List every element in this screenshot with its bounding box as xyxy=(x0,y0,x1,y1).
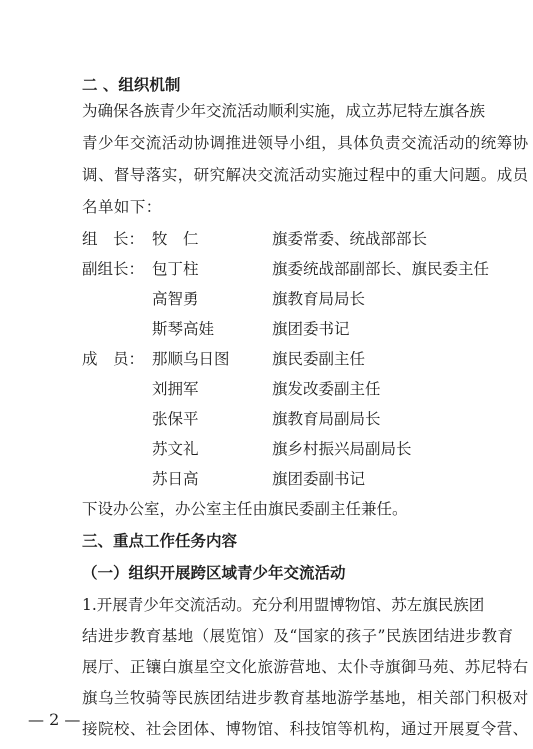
section-heading-tasks xyxy=(0,528,533,554)
member-post: 旗团委副书记 xyxy=(272,470,366,488)
paragraph-text: 结进步教育基地（展览馆）及“国家的孩子”民族团结进步教育 xyxy=(82,627,514,645)
member-row xyxy=(0,436,533,462)
paragraph-line xyxy=(0,685,533,711)
paragraph-text: 为确保各族青少年交流活动顺利实施，成立苏尼特左旗各族 xyxy=(82,102,486,120)
member-role: 成 员： xyxy=(82,350,145,368)
member-name: 苏文礼 xyxy=(152,440,199,458)
member-row xyxy=(0,376,533,402)
member-name: 刘拥军 xyxy=(152,380,199,398)
paragraph-text: 展厅、正镶白旗星空文化旅游营地、太仆寺旗御马苑、苏尼特右 xyxy=(82,658,529,676)
member-row xyxy=(0,256,533,282)
paragraph-line xyxy=(0,496,533,522)
member-role: 副组长： xyxy=(82,260,145,278)
paragraph-text: 名单如下： xyxy=(82,198,162,216)
paragraph-text: 旗乌兰牧骑等民族团结进步教育基地游学基地，相关部门积极对 xyxy=(82,689,529,707)
member-post: 旗发改委副主任 xyxy=(272,380,381,398)
member-post: 旗教育局副局长 xyxy=(272,410,381,428)
member-post: 旗团委书记 xyxy=(272,320,350,338)
member-name: 牧 仁 xyxy=(152,230,199,248)
paragraph-text: 调、督导落实，研究解决交流活动实施过程中的重大问题。成员 xyxy=(82,166,529,184)
subsection-title: （一）组织开展跨区域青少年交流活动 xyxy=(82,564,346,582)
paragraph-line xyxy=(0,623,533,649)
member-name: 包丁柱 xyxy=(152,260,199,278)
member-post: 旗委统战部副部长、旗民委主任 xyxy=(272,260,490,278)
member-name: 高智勇 xyxy=(152,290,199,308)
paragraph-line xyxy=(0,194,533,220)
member-role: 组 长： xyxy=(82,230,145,248)
paragraph-line xyxy=(0,654,533,680)
member-row xyxy=(0,226,533,252)
paragraph-line xyxy=(0,592,533,618)
page-number: — 2 — xyxy=(28,710,81,729)
paragraph-line xyxy=(0,162,533,188)
office-note: 下设办公室，办公室主任由旗民委副主任兼任。 xyxy=(82,500,408,518)
member-row xyxy=(0,346,533,372)
paragraph-line xyxy=(0,130,533,156)
section-heading-organization xyxy=(0,72,533,98)
paragraph-line xyxy=(0,98,533,124)
member-row xyxy=(0,316,533,342)
paragraph-text: 1.开展青少年交流活动。充分利用盟博物馆、苏左旗民族团 xyxy=(82,596,485,614)
member-row xyxy=(0,406,533,432)
member-name: 苏日高 xyxy=(152,470,199,488)
paragraph-text: 青少年交流活动协调推进领导小组，具体负责交流活动的统筹协 xyxy=(82,134,529,152)
section-title: 三、重点工作任务内容 xyxy=(82,532,238,550)
member-name: 斯琴高娃 xyxy=(152,320,215,338)
member-row xyxy=(0,466,533,492)
member-row xyxy=(0,286,533,312)
member-post: 旗乡村振兴局副局长 xyxy=(272,440,412,458)
member-name: 张保平 xyxy=(152,410,199,428)
member-name: 那顺乌日图 xyxy=(152,350,230,368)
member-post: 旗民委副主任 xyxy=(272,350,366,368)
subsection-heading xyxy=(0,560,533,586)
paragraph-text: 接院校、社会团体、博物馆、科技馆等机构，通过开展夏令营、 xyxy=(82,720,529,738)
member-post: 旗委常委、统战部部长 xyxy=(272,230,428,248)
member-post: 旗教育局局长 xyxy=(272,290,366,308)
section-title: 二 、组织机制 xyxy=(82,76,181,94)
